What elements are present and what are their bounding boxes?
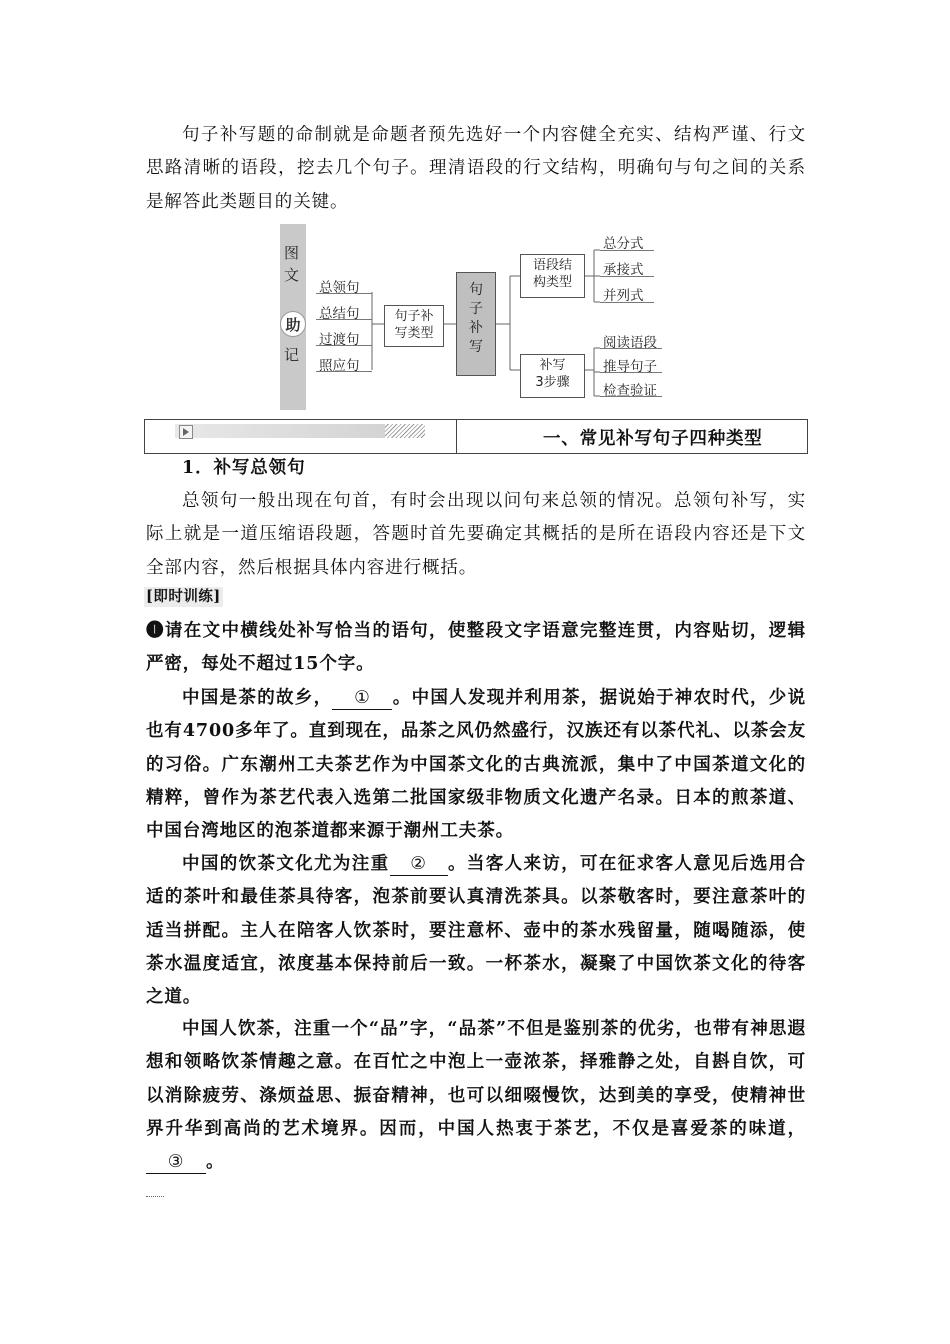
center-char-1: 句 [469, 282, 483, 298]
question-number: ❶ [146, 621, 165, 641]
leaf-tuidao-line [600, 372, 662, 373]
section-header-divider [456, 420, 457, 453]
footer-dots [146, 1196, 164, 1197]
center-char-2: 子 [469, 301, 483, 317]
leaf-yuedu: 阅读语段 [603, 335, 657, 351]
leaf-jiancha-line [600, 396, 662, 397]
leaf-chengjie-line [600, 276, 654, 277]
type-box-line2: 写类型 [394, 326, 434, 341]
side-label-wen: 文 [284, 266, 300, 284]
leaf-yuedu-line [600, 348, 662, 349]
blank-3[interactable]: ③ [146, 1151, 206, 1174]
section-header-hatch [385, 424, 425, 438]
leaf-guodu: 过渡句 [319, 332, 360, 348]
p2-before: 中国的饮茶文化尤为注重 [182, 854, 390, 874]
leaf-zongfen: 总分式 [603, 236, 644, 252]
center-char-4: 写 [469, 339, 483, 355]
center-char-3: 补 [469, 320, 483, 336]
leaf-zhaoying: 照应句 [319, 358, 360, 374]
structure-box-line2: 构类型 [532, 275, 572, 290]
passage-paragraph-2 [146, 848, 806, 1014]
leaf-binglie: 并列式 [603, 288, 644, 304]
p2-after: 。当客人来访，可在征求客人意见后选用合适的茶叶和最佳茶具待客，泡茶前要认真清洗茶具。以茶敬客时，要注意茶叶的适当拼配。主人在陪客人饮茶时，要注意杯、壶中的茶水残留量，随喝随添，使茶水温度适宜，浓度基本保持前后一致。一杯茶水，凝聚了中国饮茶文化的待客之道。 [146, 854, 806, 1008]
leaf-zongfen-line [600, 250, 654, 251]
side-label-tu: 图 [284, 244, 300, 262]
leaf-zongjie: 总结句 [319, 306, 360, 322]
leaf-guodu-line [316, 345, 372, 346]
leaf-tuidao: 推导句子 [603, 359, 657, 375]
intro-paragraph: 句子补写题的命制就是命题者预先选好一个内容健全充实、结构严谨、行文思路清晰的语段，挖去几个句子。理清语段的行文结构，明确句与句之间的关系是解答此类题目的关键。 [146, 125, 806, 212]
question-text: 请在文中横线处补写恰当的语句，使整段文字语意完整连贯，内容贴切，逻辑严密，每处不超过15个字。 [146, 621, 806, 675]
steps-box-line2: 3步骤 [535, 375, 570, 390]
passage-paragraph-3 [146, 1013, 806, 1179]
leaf-zongling: 总领句 [319, 280, 360, 296]
leaf-zhaoying-line [316, 371, 372, 372]
p1-before: 中国是茶的故乡， [182, 688, 333, 708]
type-box [384, 305, 444, 347]
passage-paragraph-1 [146, 682, 806, 848]
play-icon [179, 425, 193, 439]
p3-after: 。 [206, 1152, 225, 1173]
structure-box-line1: 语段结 [532, 258, 572, 273]
type-box-line1: 句子补 [394, 309, 434, 324]
section-title: 一、常见补写句子四种类型 [543, 429, 763, 449]
blank-1[interactable]: ① [332, 687, 392, 710]
steps-box-line1: 补写 [539, 358, 566, 373]
leaf-jiancha: 检查验证 [603, 383, 657, 399]
section-header [144, 419, 808, 454]
blank-2[interactable]: ② [390, 853, 448, 876]
leaf-zongling-line [316, 293, 372, 294]
side-label-ji: 记 [284, 346, 300, 364]
sub-heading: 1．补写总领句 [182, 458, 306, 478]
leaf-chengjie: 承接式 [603, 262, 644, 278]
question [146, 615, 806, 682]
side-label-zhu-icon: 助 [280, 311, 306, 337]
explain-paragraph: 总领句一般出现在句首，有时会出现以问句来总领的情况。总领句补写，实际上就是一道压缩语段题，答题时首先要确定其概括的是所在语段内容还是下文全部内容，然后根据具体内容进行概括。 [146, 491, 806, 578]
mindmap-diagram [280, 222, 680, 412]
steps-box [520, 354, 585, 398]
p1-after: 。中国人发现并利用茶，据说始于神农时代，少说也有4700多年了。直到现在，品茶之风仍然盛行，汉族还有以茶代礼、以茶会友的习俗。广东潮州工夫茶艺作为中国茶文化的古典流派，集中了中国茶道文化的精粹，曾作为茶艺代表入选第二批国家级非物质文化遗产名录。日本的煎茶道、中国台湾地区的泡茶道都来源于潮州工夫茶。 [146, 688, 806, 842]
leaf-binglie-line [600, 302, 654, 303]
structure-box [520, 254, 585, 298]
leaf-zongjie-line [316, 319, 372, 320]
p3-before: 中国人饮茶，注重一个“品”字，“品茶”不但是鉴别茶的优劣，也带有神思遐想和领略饮茶情趣之意。在百忙之中泡上一壶浓茶，择雅静之处，自斟自饮，可以消除疲劳、涤烦益思、振奋精神，也可以细啜慢饮，达到美的享受，使精神世界升华到高尚的艺术境界。因而，中国人热衷于茶艺，不仅是喜爱茶的味道， [146, 1019, 806, 1139]
practice-tag: [即时训练] [146, 588, 221, 605]
center-box [456, 272, 496, 376]
